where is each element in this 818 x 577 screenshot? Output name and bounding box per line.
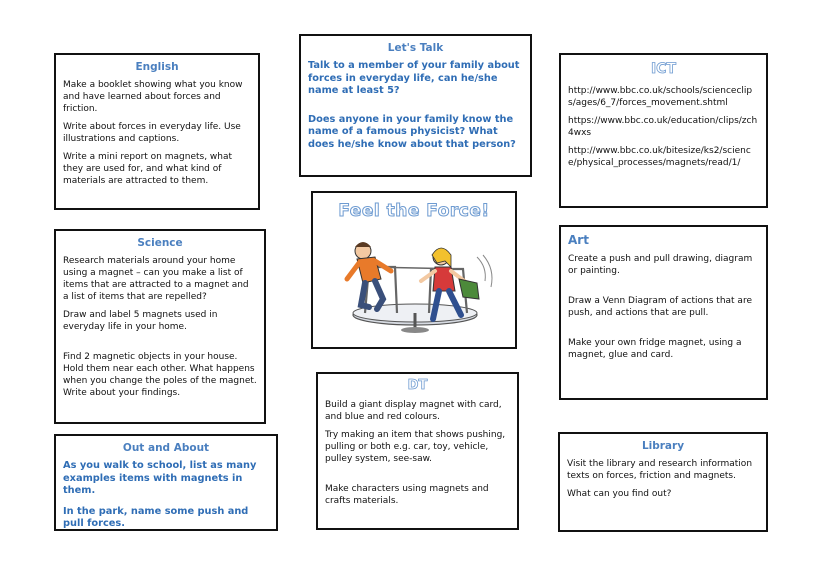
ict-title: ICT [650, 61, 677, 77]
dt-paragraph: Make characters using magnets and crafts materials. [325, 484, 489, 506]
feel-the-force-title: Feel the Force! [338, 201, 490, 221]
dt-paragraph: Build a giant display magnet with card, and blue and red colours. [325, 400, 502, 422]
art-paragraph: Create a push and pull drawing, diagram or painting. [568, 254, 753, 276]
out-and-about-paragraph: As you walk to school, list as many examples items with magnets in them. [63, 460, 257, 496]
science-panel [54, 229, 266, 424]
english-paragraph: Make a booklet showing what you know and have learned about forces and friction. [63, 80, 243, 114]
lets-talk-paragraph: Does anyone in your family know the name of a famous physicist? What does he/she know about that person? [308, 113, 516, 150]
art-panel [559, 225, 768, 400]
art-paragraph: Draw a Venn Diagram of actions that are push, and actions that are pull. [568, 296, 752, 318]
out-and-about-title: Out and About [122, 442, 210, 454]
science-paragraph: Find 2 magnetic objects in your house. Hold them near each other. What happens when you change the poles of the magnet. Write about your findings. [63, 352, 257, 398]
lets-talk-paragraph: Talk to a member of your family about forces in everyday life, can he/she name at least 5? [308, 60, 520, 96]
out-and-about-paragraph: In the park, name some push and pull forces. [63, 505, 249, 529]
science-title: Science [137, 237, 183, 249]
out-and-about-panel [54, 434, 278, 531]
ict-link[interactable]: http://www.bbc.co.uk/bitesize/ks2/science/physical_processes/magnets/read/1/ [568, 146, 751, 168]
ict-link[interactable]: http://www.bbc.co.uk/schools/scienceclips/ages/6_7/forces_movement.shtml [568, 86, 753, 108]
english-panel [54, 53, 260, 210]
english-paragraph: Write a mini report on magnets, what they are used for, and what kind of materials are attracted to them. [63, 152, 233, 186]
english-paragraph: Write about forces in everyday life. Use illustrations and captions. [63, 122, 241, 144]
children-pushing-illustration [317, 227, 513, 339]
lets-talk-title: Let's Talk [387, 42, 444, 54]
library-title: Library [641, 440, 685, 452]
dt-title: DT [407, 378, 428, 393]
lets-talk-panel [299, 34, 532, 177]
science-paragraph: Draw and label 5 magnets used in everyday life in your home. [63, 310, 218, 332]
science-paragraph: Research materials around your home using a magnet – can you make a list of items that are attracted to a magnet and a list of items that are repelled? [63, 256, 249, 302]
library-paragraph: What can you find out? [567, 489, 672, 499]
ict-panel [559, 53, 768, 208]
art-title: Art [568, 233, 589, 247]
feel-the-force-panel [311, 191, 517, 349]
dt-paragraph: Try making an item that shows pushing, pulling or both e.g. car, toy, vehicle, pulley system, see-saw. [325, 430, 506, 464]
ict-link[interactable]: https://www.bbc.co.uk/education/clips/zch4wxs [568, 116, 758, 138]
english-title: English [135, 61, 179, 73]
art-paragraph: Make your own fridge magnet, using a magnet, glue and card. [568, 338, 742, 360]
library-paragraph: Visit the library and research information texts on forces, friction and magnets. [567, 459, 753, 481]
library-panel [558, 432, 768, 532]
dt-panel [316, 372, 519, 530]
